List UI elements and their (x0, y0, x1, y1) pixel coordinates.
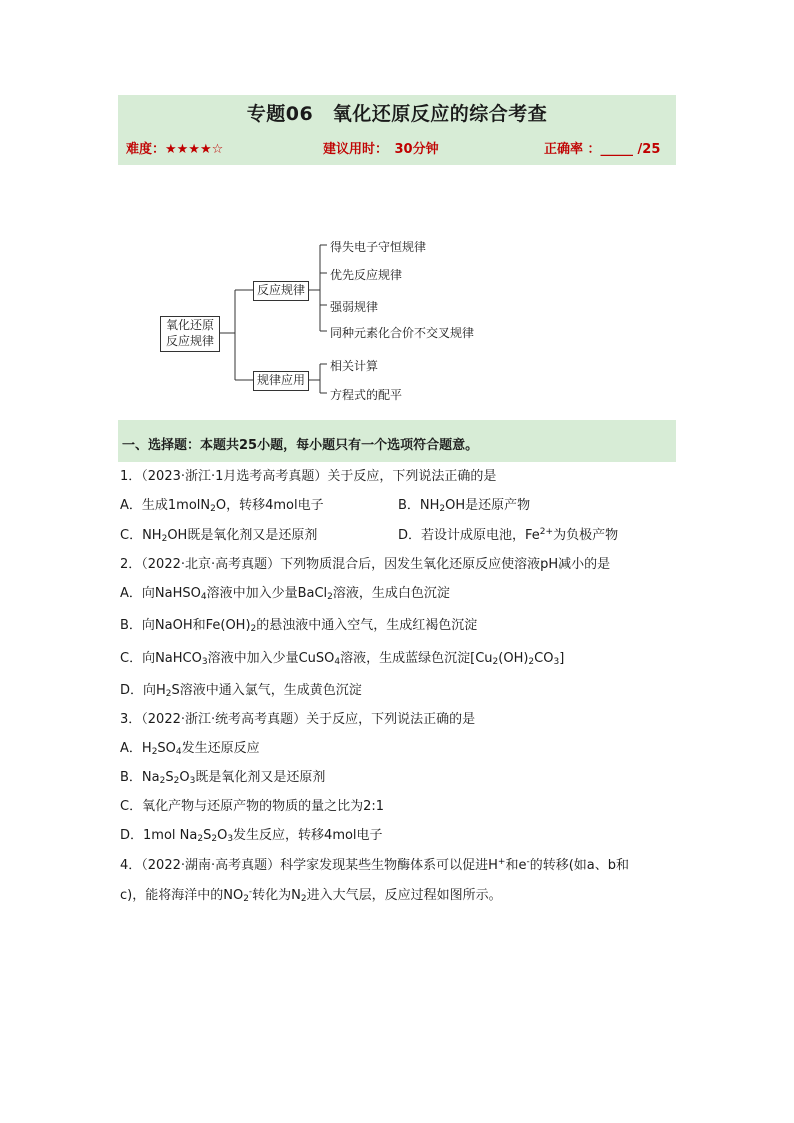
q2-option-a: A．向NaHSO$_4$溶液中加入少量BaCl$_2$溶液，生成白色沉淀 (120, 586, 450, 602)
root-node (160, 316, 220, 352)
page-title: 专题06 氧化还原反应的综合考查 (246, 103, 548, 125)
q2-option-c: C．向NaHCO$_3$溶液中加入少量CuSO$_4$溶液，生成蓝绿色沉淀$[Cu_2(OH)_2CO_3]$ (120, 651, 565, 667)
concept-map (150, 232, 530, 407)
leaf-electron-conservation: 得失电子守恒规律 (330, 240, 427, 254)
q1-stem: 1．（2023·浙江·1月选考高考真题）关于反应，下列说法正确的是 (120, 469, 497, 484)
section-title: 一、选择题：本题共25小题，每小题只有一个选项符合题意。 (122, 438, 479, 453)
branch-reaction-rules: 反应规律 (253, 281, 309, 301)
q1-option-c: C．$NH_2OH$既是氧化剂又是还原剂 (120, 528, 318, 544)
q4-stem-line1: 4．（2022·湖南·高考真题）科学家发现某些生物酶体系可以促进H+和e-的转移(如a、b和 (120, 857, 629, 873)
difficulty-label: 难度：★★★★☆ (126, 142, 224, 157)
q2-option-d: D．向$H_2S$溶液中通入氯气，生成黄色沉淀 (120, 683, 362, 699)
q1-option-a: A．生成1molN$_2$O，转移4mol电子 (120, 498, 324, 514)
q3-option-b: B．$Na_2S_2O_3$既是氧化剂又是还原剂 (120, 770, 326, 786)
q3-stem: 3．（2022·浙江·统考高考真题）关于反应，下列说法正确的是 (120, 712, 476, 727)
leaf-no-crossing-rule: 同种元素化合价不交叉规律 (330, 326, 475, 340)
accuracy-label: 正确率 ：_____ /25 (544, 142, 661, 157)
leaf-priority-reaction: 优先反应规律 (330, 268, 403, 282)
q2-stem: 2．（2022·北京·高考真题）下列物质混合后，因发生氧化还原反应使溶液pH减小的是 (120, 557, 611, 572)
q3-option-a: A．$H_2SO_4$发生还原反应 (120, 741, 260, 757)
q4-stem-line2: c)，能将海洋中的$NO_2^-$转化为$N_2$进入大气层，反应过程如图所示。 (120, 887, 502, 904)
q1-option-d: D．若设计成原电池，$Fe^{2+}$为负极产物 (398, 527, 619, 543)
leaf-strength-rule: 强弱规律 (330, 300, 379, 314)
q1-option-b: B．$NH_2OH$是还原产物 (398, 498, 531, 514)
q3-option-d: D．1mol $Na_2S_2O_3$发生反应，转移4mol电子 (120, 828, 383, 844)
section-header (118, 420, 676, 462)
root-node-line1: 氧化还原 (165, 318, 214, 332)
q3-option-c: C．氧化产物与还原产物的物质的量之比为2:1 (120, 799, 384, 814)
q2-option-b: B．向NaOH和$Fe(OH)_2$的悬浊液中通入空气，生成红褐色沉淀 (120, 618, 478, 634)
leaf-balancing: 方程式的配平 (330, 388, 403, 402)
branch-rule-application: 规律应用 (253, 371, 309, 391)
leaf-calculation: 相关计算 (330, 359, 379, 373)
header-banner (118, 95, 676, 165)
root-node-line2: 反应规律 (165, 334, 214, 348)
time-label: 建议用时： 30分钟 (323, 142, 439, 157)
